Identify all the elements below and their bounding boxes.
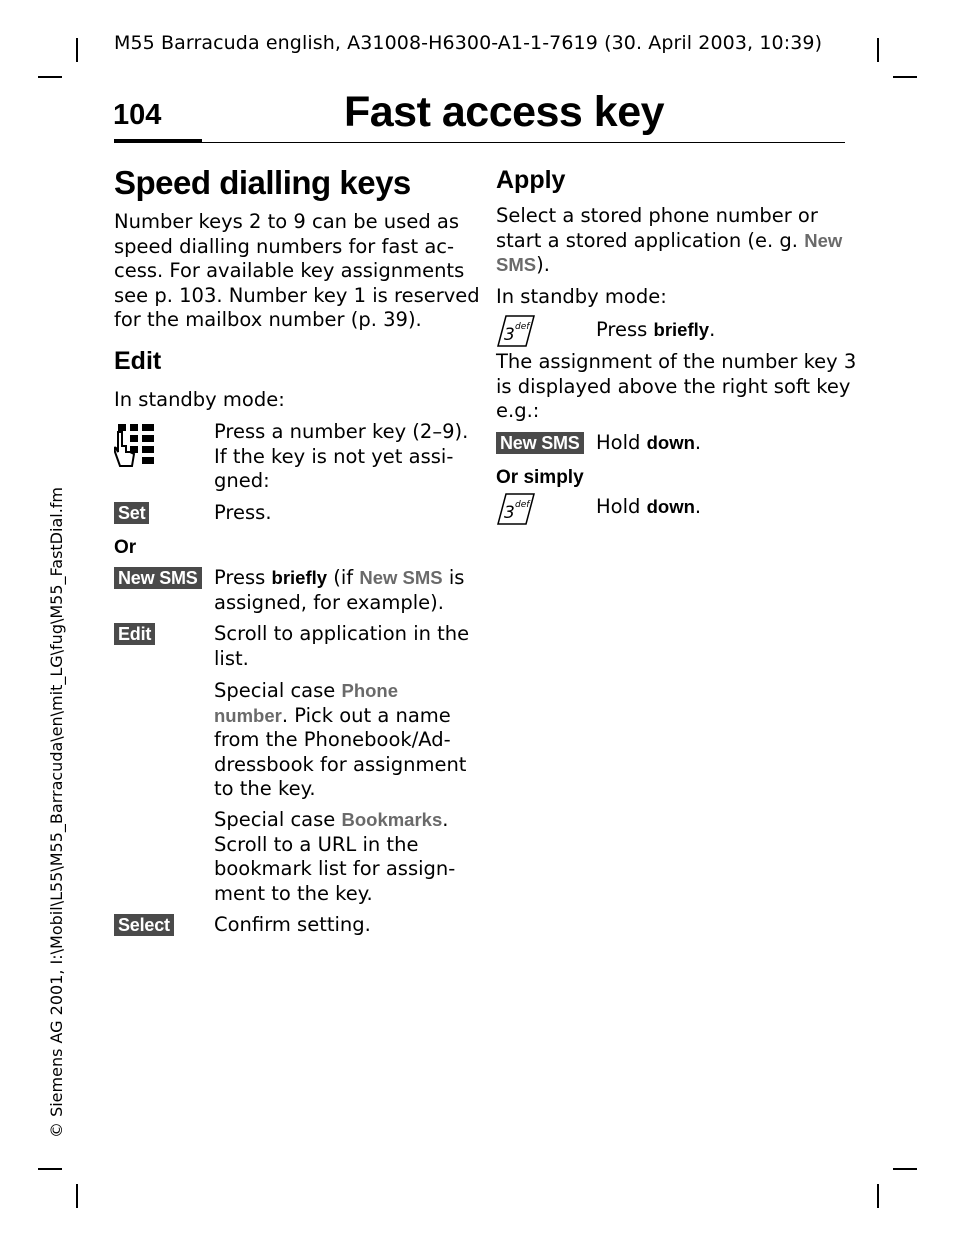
softkey-edit: Edit — [114, 623, 155, 645]
text-line: to the key. — [214, 777, 316, 800]
text-line: from the Phonebook/Ad- — [214, 728, 451, 751]
crop-mark — [76, 38, 78, 62]
or-simply-label: Or simply — [496, 467, 584, 488]
apply-paragraph — [496, 204, 842, 278]
or-label: Or — [114, 537, 137, 558]
step-new-sms-text — [214, 566, 464, 615]
text-line: Number keys 2 to 9 can be used as — [114, 210, 460, 233]
softkey-new-sms: New SMS — [114, 567, 202, 589]
bold-span: briefly — [271, 567, 328, 588]
assignment-paragraph — [496, 350, 856, 424]
text-line: ment to the key. — [214, 881, 373, 905]
text-span: . — [694, 431, 702, 454]
intro-paragraph — [114, 210, 480, 333]
press-briefly-text — [596, 318, 715, 343]
crop-mark — [893, 76, 917, 78]
text-line: Scroll to application in the — [214, 622, 470, 645]
bold-span: down — [646, 496, 695, 517]
softkey-select: Select — [114, 914, 174, 936]
softkey-new-sms: New SMS — [496, 432, 584, 454]
text-span: . — [442, 808, 449, 831]
hold-down-text — [596, 495, 701, 520]
step-select-text: Confirm setting. — [214, 913, 371, 936]
display-text-span: SMS — [496, 254, 537, 275]
step-set-text: Press. — [214, 501, 272, 524]
standby-label: In standby mode: — [496, 285, 667, 308]
softkey-set: Set — [114, 502, 149, 524]
text-line: Press a number key (2–9). — [214, 420, 469, 443]
hold-down-text — [596, 431, 701, 456]
text-line: speed dialling numbers for fast ac- — [114, 234, 455, 258]
text-span: (if — [327, 566, 360, 589]
title-rule — [114, 142, 845, 143]
key-3-label: 3 — [504, 503, 515, 523]
crop-mark — [893, 1168, 917, 1170]
text-span: . — [709, 318, 716, 341]
text-span: is — [442, 566, 465, 589]
text-span: Press — [214, 566, 272, 589]
step-edit-text — [214, 622, 469, 671]
bold-span: briefly — [653, 319, 710, 340]
key-3-sub: def — [515, 500, 530, 510]
text-line: cess. For available key assignments — [114, 259, 465, 282]
keypad-hand-icon — [114, 422, 158, 470]
crop-mark — [877, 1184, 879, 1208]
page-title: Fast access key — [344, 88, 665, 136]
display-text-span: Bookmarks — [341, 809, 443, 830]
text-line: Scroll to a URL in the — [214, 832, 419, 856]
subsection-heading-apply: Apply — [496, 166, 566, 194]
display-text-span: Phone — [341, 680, 399, 701]
document-header: M55 Barracuda english, A31008-H6300-A1-1-7619 (30. April 2003, 10:39) — [114, 32, 823, 54]
text-span: Hold — [596, 495, 647, 518]
crop-mark — [38, 1168, 62, 1170]
special-case-bookmarks — [214, 808, 455, 906]
key-3-sub: def — [515, 322, 530, 332]
subsection-heading-edit: Edit — [114, 347, 162, 375]
text-line: dressbook for assignment — [214, 752, 467, 776]
text-line: gned: — [214, 469, 270, 492]
step-press-number-key — [214, 420, 468, 494]
text-line: list. — [214, 646, 249, 670]
display-text-span: number — [214, 704, 282, 726]
key-3-icon — [496, 492, 538, 526]
text-span: Special case — [214, 808, 342, 831]
sidebar-file-path: © Siemens AG 2001, I:\Mobil\L55\M55_Barracuda\en\mit_LG\fug\M55_FastDial.fm — [47, 486, 66, 1138]
display-text-span: New SMS — [359, 567, 443, 588]
key-3-label: 3 — [504, 325, 515, 345]
text-line: The assignment of the number key 3 — [496, 350, 857, 373]
text-line: assigned, for example). — [214, 590, 444, 614]
text-span: start a stored application (e. g. — [496, 228, 805, 252]
text-line: is displayed above the right soft key — [496, 374, 851, 398]
text-span: ). — [536, 253, 550, 276]
bold-span: down — [646, 432, 695, 453]
crop-mark — [76, 1184, 78, 1208]
section-heading: Speed dialling keys — [114, 164, 411, 201]
text-span: Press — [596, 318, 654, 341]
special-case-phone-number — [214, 679, 466, 802]
key-3-icon — [496, 314, 538, 348]
text-line: bookmark list for assign- — [214, 857, 456, 880]
text-span: . Pick out a name — [281, 703, 451, 727]
text-span: . — [694, 495, 702, 518]
page-number: 104 — [113, 99, 162, 131]
text-line: Select a stored phone number or — [496, 204, 818, 227]
standby-label: In standby mode: — [114, 388, 285, 411]
text-span: Hold — [596, 431, 647, 454]
crop-mark — [38, 76, 62, 78]
text-line: e.g.: — [496, 399, 540, 422]
display-text-span: New — [804, 229, 843, 251]
text-span: Special case — [214, 679, 342, 702]
text-line: If the key is not yet assi- — [214, 444, 454, 468]
text-line: see p. 103. Number key 1 is reserved — [114, 283, 480, 307]
text-line: for the mailbox number (p. 39). — [114, 308, 422, 331]
crop-mark — [877, 38, 879, 62]
